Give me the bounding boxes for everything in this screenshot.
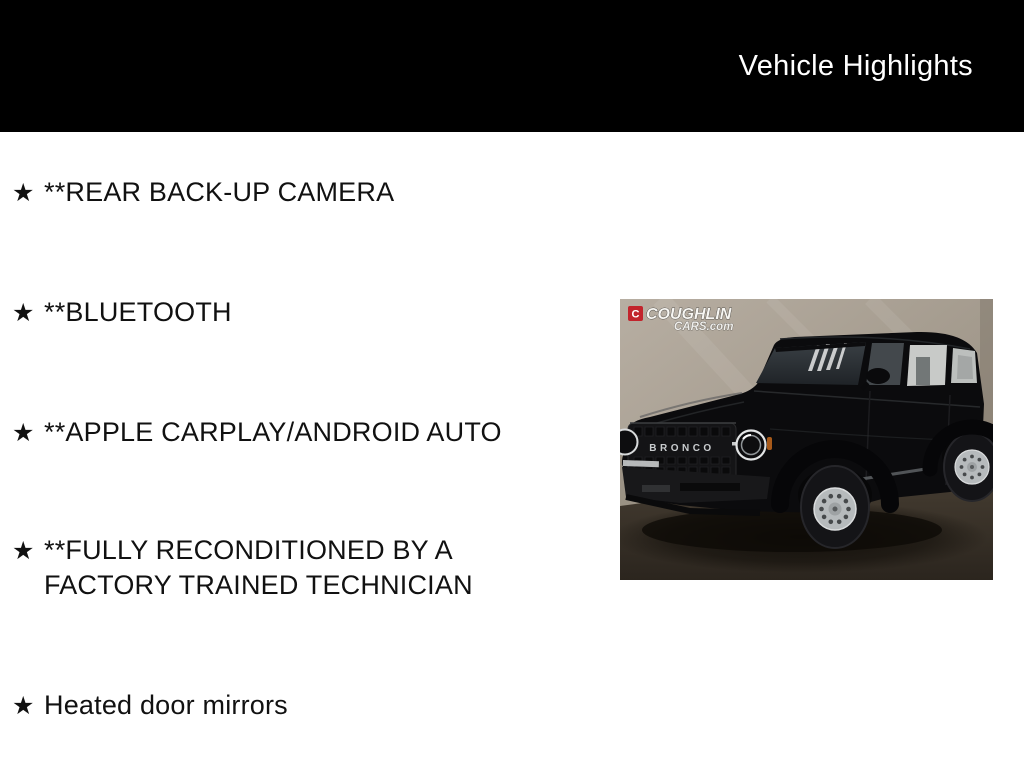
vehicle-photo-illustration bbox=[620, 299, 993, 580]
star-icon: ★ bbox=[12, 536, 35, 565]
list-item bbox=[12, 295, 232, 330]
highlight-text: **REAR BACK-UP CAMERA bbox=[44, 177, 395, 207]
list-item bbox=[12, 533, 473, 603]
page-title: Vehicle Highlights bbox=[738, 49, 973, 82]
highlight-text: **BLUETOOTH bbox=[44, 297, 232, 327]
rear-wheel bbox=[944, 433, 993, 501]
watermark-line1: COUGHLIN bbox=[646, 306, 732, 323]
highlight-text: **APPLE CARPLAY/ANDROID AUTO bbox=[44, 417, 502, 447]
watermark-line2: CARS.com bbox=[674, 321, 734, 333]
turn-signal-marker bbox=[767, 437, 772, 450]
front-wheel bbox=[801, 466, 869, 548]
header-bar bbox=[0, 0, 1024, 132]
highlight-text: FACTORY TRAINED TECHNICIAN bbox=[44, 570, 473, 600]
star-icon: ★ bbox=[12, 178, 35, 207]
highlight-text: Heated door mirrors bbox=[44, 690, 288, 720]
list-item bbox=[12, 415, 502, 450]
highlight-text: **FULLY RECONDITIONED BY A bbox=[44, 535, 453, 565]
list-item bbox=[12, 688, 288, 723]
star-icon: ★ bbox=[12, 691, 35, 720]
dealer-badge-letter: C bbox=[631, 308, 640, 321]
list-item bbox=[12, 175, 394, 210]
star-icon: ★ bbox=[12, 298, 35, 327]
star-icon: ★ bbox=[12, 418, 35, 447]
vehicle-photo bbox=[620, 299, 993, 580]
grille-brand-text: BRONCO bbox=[649, 443, 715, 454]
